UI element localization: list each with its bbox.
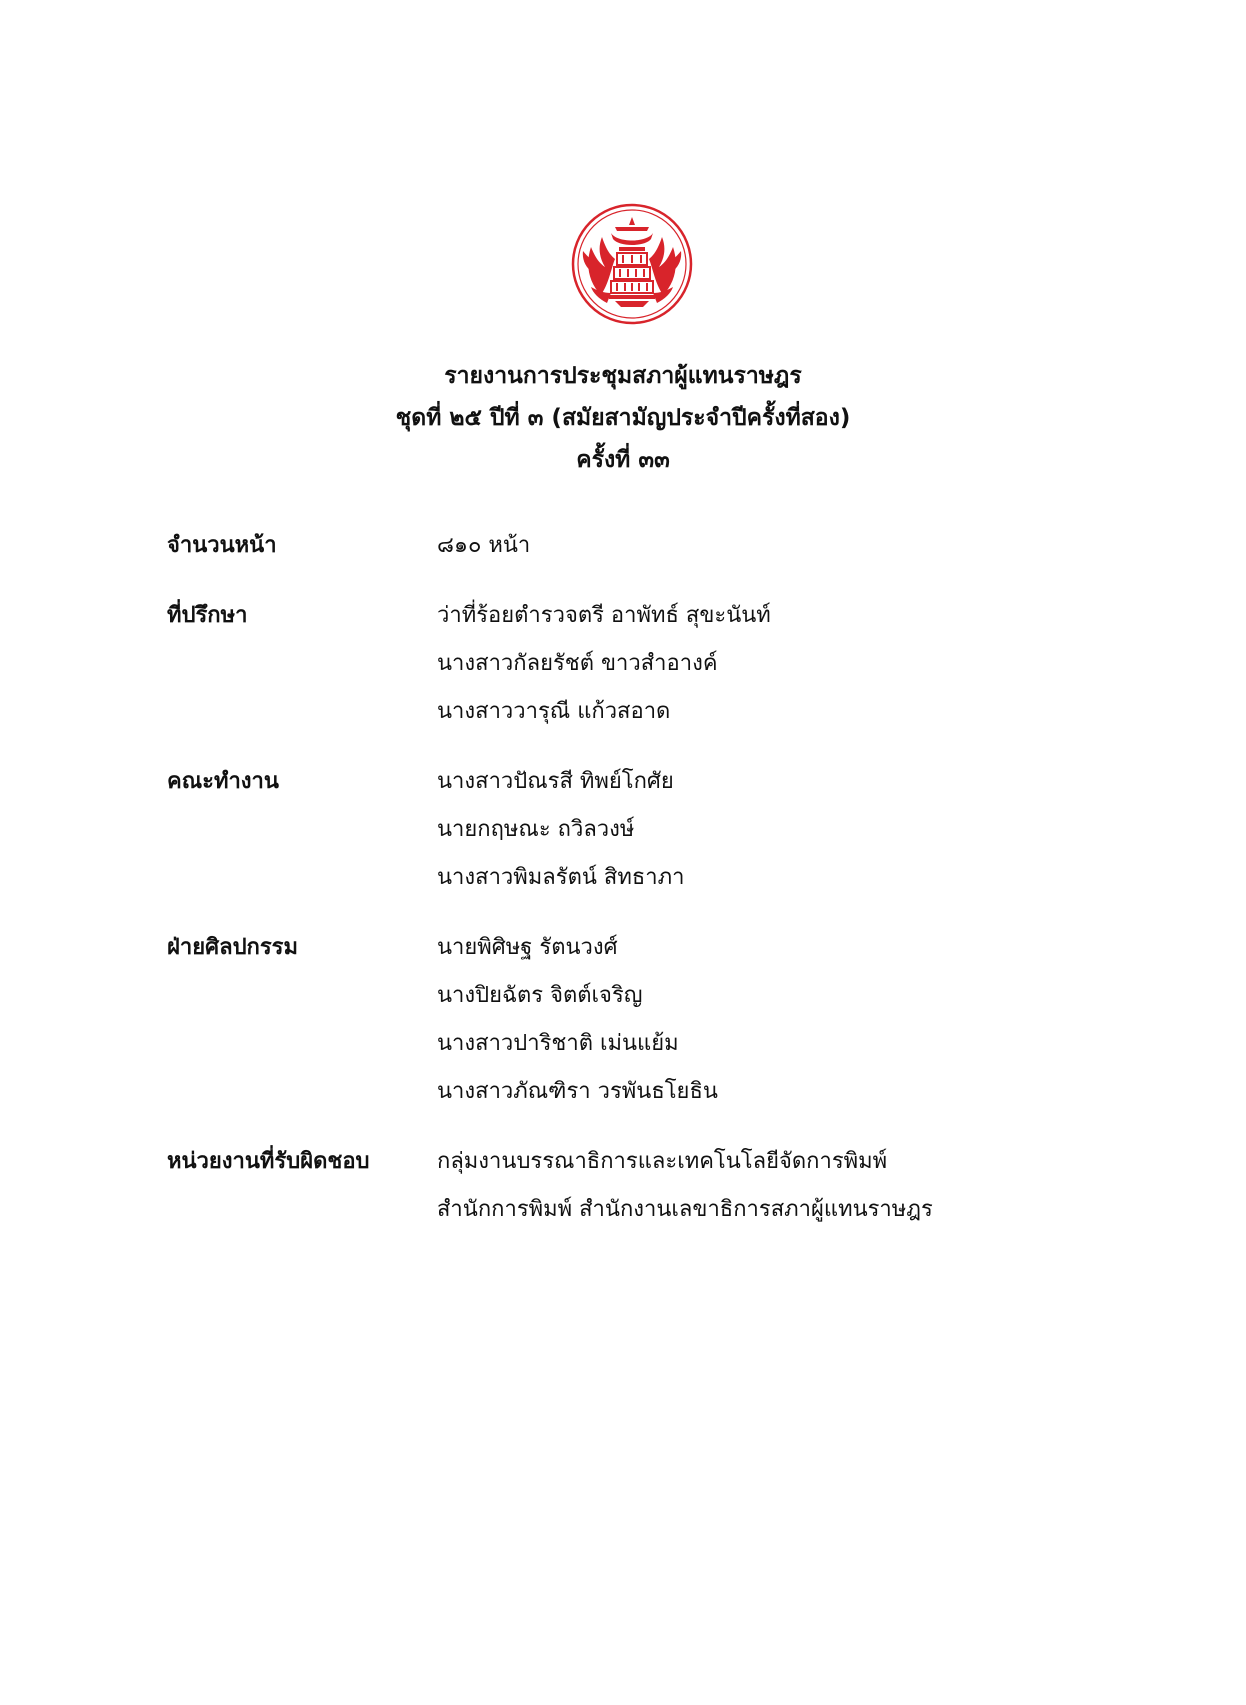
advisors-label: ที่ปรึกษา (167, 603, 248, 628)
responsible-unit-label: หน่วยงานที่รับผิดชอบ (167, 1149, 370, 1174)
responsible-unit-row (167, 1138, 1167, 1234)
advisor-name: นางสาวกัลยรัชต์ ขาวสำอางค์ (437, 651, 718, 676)
report-title (0, 355, 1246, 481)
page-count-row (167, 522, 1167, 570)
team-member-name: นางสาวปัณรสี ทิพย์โกศัย (437, 769, 674, 794)
working-team-row (167, 758, 1167, 902)
art-department-row (167, 924, 1167, 1116)
art-member-name: นางสาวภัณฑิรา วรพันธโยธิน (437, 1079, 718, 1104)
title-line-1: รายงานการประชุมสภาผู้แทนราษฎร (444, 363, 802, 389)
page-count-value: ๘๑๐ หน้า (437, 533, 531, 558)
advisors-list (437, 592, 1167, 736)
art-department-label: ฝ่ายศิลปกรรม (167, 935, 299, 960)
team-member-name: นางสาวพิมลรัตน์ สิทธาภา (437, 865, 685, 890)
advisor-name: นางสาววารุณี แก้วสอาด (437, 699, 671, 724)
credits-section (167, 522, 1167, 1234)
parliament-seal-icon (571, 203, 693, 325)
working-team-list (437, 758, 1167, 902)
title-line-2: ชุดที่ ๒๕ ปีที่ ๓ (สมัยสามัญประจำปีครั้งที่สอง) (395, 405, 851, 431)
advisor-name: ว่าที่ร้อยตำรวจตรี อาพัทธ์ สุขะนันท์ (437, 603, 771, 628)
art-department-list (437, 924, 1167, 1116)
responsible-unit-line: กลุ่มงานบรรณาธิการและเทคโนโลยีจัดการพิมพ์ (437, 1149, 888, 1174)
page-count-label: จำนวนหน้า (167, 533, 277, 558)
art-member-name: นางสาวปาริชาติ เม่นแย้ม (437, 1031, 679, 1056)
art-member-name: นายพิศิษฐ รัตนวงศ์ (437, 935, 618, 960)
team-member-name: นายกฤษณะ ถวิลวงษ์ (437, 817, 635, 842)
advisors-row (167, 592, 1167, 736)
title-line-3: ครั้งที่ ๓๓ (576, 447, 670, 473)
art-member-name: นางปิยฉัตร จิตต์เจริญ (437, 983, 643, 1008)
responsible-unit-list (437, 1138, 1167, 1234)
responsible-unit-line: สำนักการพิมพ์ สำนักงานเลขาธิการสภาผู้แทนราษฎร (437, 1197, 933, 1222)
working-team-label: คณะทำงาน (167, 769, 279, 794)
